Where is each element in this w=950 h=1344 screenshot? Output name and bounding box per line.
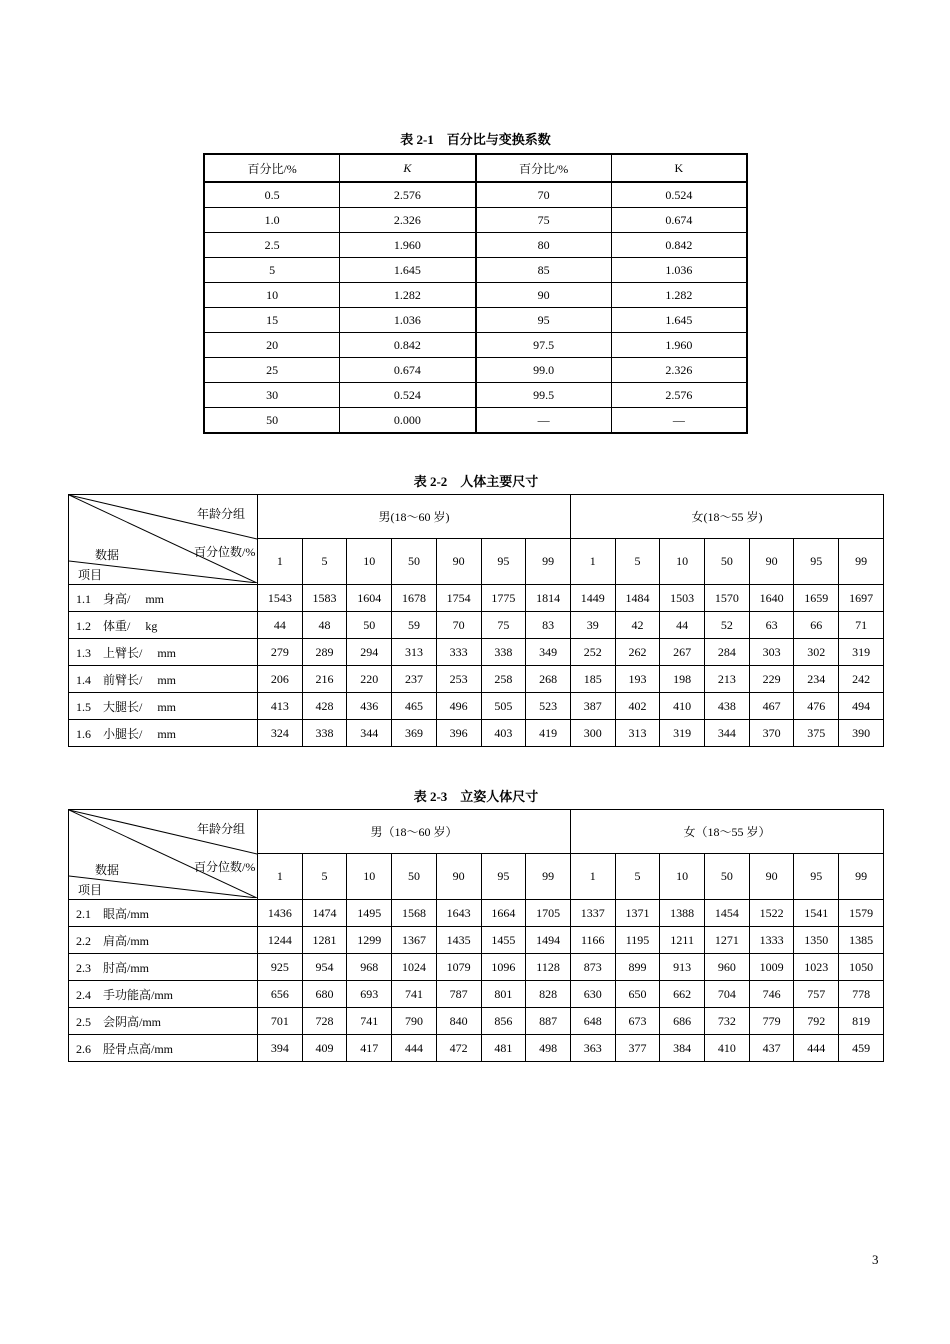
table1-cell: 50 xyxy=(204,408,340,434)
table3-male-value: 1367 xyxy=(392,927,437,954)
table3-female-value: 686 xyxy=(660,1008,705,1035)
body-main-dimensions-table xyxy=(68,494,884,747)
table2-male-value: 403 xyxy=(481,720,526,747)
table2-female-value: 387 xyxy=(570,693,615,720)
table3-female-value: 1271 xyxy=(705,927,750,954)
table3-female-value: 1166 xyxy=(570,927,615,954)
table3-caption: 表 2-3 立姿人体尺寸 xyxy=(413,789,539,804)
table3-percentile-cell: 5 xyxy=(615,854,660,900)
table2-male-value: 344 xyxy=(347,720,392,747)
table3-male-value: 968 xyxy=(347,954,392,981)
table3-female-value: 1337 xyxy=(570,900,615,927)
table3-male-value: 1494 xyxy=(526,927,571,954)
table3-percentile-cell: 95 xyxy=(481,854,526,900)
table2-male-value: 289 xyxy=(302,639,347,666)
table3-female-value: 673 xyxy=(615,1008,660,1035)
table2-male-value: 220 xyxy=(347,666,392,693)
table3-male-value: 1568 xyxy=(392,900,437,927)
table3-female-value: 1385 xyxy=(839,927,884,954)
table3-female-value: 960 xyxy=(705,954,750,981)
table1-cell: 1.645 xyxy=(611,308,747,333)
table2-data-row xyxy=(69,639,884,666)
table3-male-value: 1664 xyxy=(481,900,526,927)
table1-cell: 1.282 xyxy=(611,283,747,308)
table3-female-value: 1023 xyxy=(794,954,839,981)
table2-male-value: 216 xyxy=(302,666,347,693)
table3-corner-header xyxy=(69,810,258,900)
table2-male-value: 44 xyxy=(258,612,303,639)
table3-female-value: 444 xyxy=(794,1035,839,1062)
table1-cell: 10 xyxy=(204,283,340,308)
table3-female-value: 363 xyxy=(570,1035,615,1062)
table1-caption: 表 2-1 百分比与变换系数 xyxy=(400,132,551,147)
table3-male-value: 741 xyxy=(347,1008,392,1035)
table3-female-value: 778 xyxy=(839,981,884,1008)
table3-female-value: 704 xyxy=(705,981,750,1008)
table2-female-value: 66 xyxy=(794,612,839,639)
table1-row xyxy=(204,308,747,333)
table1-cell: — xyxy=(611,408,747,434)
table3-female-value: 1009 xyxy=(749,954,794,981)
table2-male-value: 1754 xyxy=(436,585,481,612)
table1-cell: 1.960 xyxy=(340,233,476,258)
table3-female-value: 377 xyxy=(615,1035,660,1062)
table3-percentile-cell: 1 xyxy=(570,854,615,900)
table2-male-value: 465 xyxy=(392,693,437,720)
table3-group-header-row xyxy=(69,810,884,854)
table2-data-row xyxy=(69,693,884,720)
table3-data-row xyxy=(69,1035,884,1062)
page-number: 3 xyxy=(872,1252,879,1267)
table1-row xyxy=(204,358,747,383)
table3-female-value: 384 xyxy=(660,1035,705,1062)
table1-row xyxy=(204,383,747,408)
table3-female-value: 757 xyxy=(794,981,839,1008)
table2-row-label: 1.2 体重/ kg xyxy=(69,612,258,639)
table3-male-value: 1435 xyxy=(436,927,481,954)
table1-cell: 80 xyxy=(476,233,612,258)
table2-female-value: 44 xyxy=(660,612,705,639)
table3-male-value: 954 xyxy=(302,954,347,981)
table2-male-value: 59 xyxy=(392,612,437,639)
table2-male-value: 1604 xyxy=(347,585,392,612)
table3-percentile-cell: 50 xyxy=(392,854,437,900)
table2-female-value: 1659 xyxy=(794,585,839,612)
table1-cell: 1.282 xyxy=(340,283,476,308)
table2-female-value: 1449 xyxy=(570,585,615,612)
table3-female-value: 1050 xyxy=(839,954,884,981)
table3-male-value: 1299 xyxy=(347,927,392,954)
table3-female-value: 732 xyxy=(705,1008,750,1035)
table1-cell: 25 xyxy=(204,358,340,383)
table2-percentile-cell: 50 xyxy=(392,539,437,585)
table1-header-cell: 百分比/% xyxy=(476,154,612,182)
table2-male-value: 1543 xyxy=(258,585,303,612)
table3-data-row xyxy=(69,954,884,981)
table2-male-value: 369 xyxy=(392,720,437,747)
table3-female-value: 662 xyxy=(660,981,705,1008)
table1-cell: 2.576 xyxy=(611,383,747,408)
table2-female-value: 344 xyxy=(705,720,750,747)
table3-percentile-cell: 99 xyxy=(526,854,571,900)
table3-male-value: 840 xyxy=(436,1008,481,1035)
table1-cell: 2.326 xyxy=(611,358,747,383)
table2-percentile-cell: 90 xyxy=(436,539,481,585)
corner-data-label: 数据 xyxy=(95,863,120,877)
table3-male-value: 1096 xyxy=(481,954,526,981)
table2-female-value: 1570 xyxy=(705,585,750,612)
table1-cell: 99.0 xyxy=(476,358,612,383)
table2-female-value: 42 xyxy=(615,612,660,639)
table3-female-value: 650 xyxy=(615,981,660,1008)
table1-header-cell: K xyxy=(340,154,476,182)
table1-cell: 95 xyxy=(476,308,612,333)
table2-male-value: 279 xyxy=(258,639,303,666)
table3-female-value: 899 xyxy=(615,954,660,981)
table2-percentile-cell: 95 xyxy=(481,539,526,585)
table3-female-value: 1454 xyxy=(705,900,750,927)
table2-male-value: 419 xyxy=(526,720,571,747)
table2-corner-header xyxy=(69,495,258,585)
table2-female-value: 242 xyxy=(839,666,884,693)
table3-female-value: 1350 xyxy=(794,927,839,954)
table2-female-value: 494 xyxy=(839,693,884,720)
table2-female-value: 185 xyxy=(570,666,615,693)
table2-female-value: 370 xyxy=(749,720,794,747)
table2-male-value: 313 xyxy=(392,639,437,666)
table3-data-row xyxy=(69,927,884,954)
table2-row-label: 1.5 大腿长/ mm xyxy=(69,693,258,720)
table2-data-row xyxy=(69,666,884,693)
table1-cell: 75 xyxy=(476,208,612,233)
table1-cell: 1.0 xyxy=(204,208,340,233)
table2-male-header: 男(18～60 岁) xyxy=(258,495,571,539)
table2-male-value: 338 xyxy=(481,639,526,666)
table2-data-row xyxy=(69,585,884,612)
table2-male-value: 1583 xyxy=(302,585,347,612)
table2-percentile-cell: 99 xyxy=(839,539,884,585)
table2-male-value: 50 xyxy=(347,612,392,639)
table1-cell: 99.5 xyxy=(476,383,612,408)
percentile-coefficient-table xyxy=(203,153,748,434)
table3-percentile-cell: 10 xyxy=(660,854,705,900)
table1-cell: 1.645 xyxy=(340,258,476,283)
table3-data-row xyxy=(69,981,884,1008)
table2-female-value: 300 xyxy=(570,720,615,747)
table2-male-value: 505 xyxy=(481,693,526,720)
table1-cell: 1.036 xyxy=(611,258,747,283)
table2-percentile-cell: 1 xyxy=(258,539,303,585)
table1-cell: 0.5 xyxy=(204,182,340,208)
table3-male-value: 1474 xyxy=(302,900,347,927)
table1-row xyxy=(204,182,747,208)
table2-percentile-cell: 90 xyxy=(749,539,794,585)
table1-cell: — xyxy=(476,408,612,434)
table2-male-value: 333 xyxy=(436,639,481,666)
table3-male-value: 472 xyxy=(436,1035,481,1062)
table3-female-value: 1522 xyxy=(749,900,794,927)
table2-female-value: 303 xyxy=(749,639,794,666)
table2-female-value: 319 xyxy=(660,720,705,747)
table3-female-value: 819 xyxy=(839,1008,884,1035)
table3-male-value: 887 xyxy=(526,1008,571,1035)
table2-female-value: 438 xyxy=(705,693,750,720)
table3-female-value: 1211 xyxy=(660,927,705,954)
table1-cell: 2.576 xyxy=(340,182,476,208)
table2-row-label: 1.3 上臂长/ mm xyxy=(69,639,258,666)
table2-percentile-cell: 1 xyxy=(570,539,615,585)
table3-male-value: 1643 xyxy=(436,900,481,927)
table2-female-value: 1503 xyxy=(660,585,705,612)
table3-male-value: 444 xyxy=(392,1035,437,1062)
table3-male-value: 417 xyxy=(347,1035,392,1062)
table2-row-label: 1.4 前臂长/ mm xyxy=(69,666,258,693)
table2-female-value: 1640 xyxy=(749,585,794,612)
corner-percentile-label: 百分位数/% xyxy=(194,860,256,874)
corner-item-label: 项目 xyxy=(78,883,103,897)
table2-percentile-cell: 10 xyxy=(347,539,392,585)
table3-row-label: 2.1 眼高/mm xyxy=(69,900,258,927)
corner-item-label: 项目 xyxy=(78,568,103,582)
table3-female-value: 792 xyxy=(794,1008,839,1035)
table3-female-header: 女（18～55 岁） xyxy=(570,810,883,854)
table3-male-header: 男（18～60 岁） xyxy=(258,810,571,854)
table3-female-value: 1195 xyxy=(615,927,660,954)
table1-row xyxy=(204,258,747,283)
table2-row-label: 1.6 小腿长/ mm xyxy=(69,720,258,747)
table1-cell: 0.524 xyxy=(611,182,747,208)
table1-cell: 0.842 xyxy=(340,333,476,358)
table1-header-row xyxy=(204,154,747,182)
corner-group-label: 年龄分组 xyxy=(197,507,246,521)
table1-cell: 20 xyxy=(204,333,340,358)
table2-male-value: 396 xyxy=(436,720,481,747)
table3-percentile-cell: 5 xyxy=(302,854,347,900)
table3-female-value: 1541 xyxy=(794,900,839,927)
table2-female-value: 302 xyxy=(794,639,839,666)
table3-female-value: 746 xyxy=(749,981,794,1008)
table1-row xyxy=(204,283,747,308)
table2-female-value: 1697 xyxy=(839,585,884,612)
table3-female-value: 630 xyxy=(570,981,615,1008)
table2-male-value: 237 xyxy=(392,666,437,693)
table1-cell: 15 xyxy=(204,308,340,333)
table1-cell: 0.674 xyxy=(340,358,476,383)
table3-male-value: 1079 xyxy=(436,954,481,981)
table2-percentile-cell: 50 xyxy=(705,539,750,585)
table3-male-value: 1024 xyxy=(392,954,437,981)
table1-cell: 90 xyxy=(476,283,612,308)
table3-female-value: 873 xyxy=(570,954,615,981)
table3-row-label: 2.5 会阴高/mm xyxy=(69,1008,258,1035)
table1-cell: 0.000 xyxy=(340,408,476,434)
table3-percentile-cell: 90 xyxy=(436,854,481,900)
table2-group-header-row xyxy=(69,495,884,539)
table3-male-value: 656 xyxy=(258,981,303,1008)
table3-row-label: 2.2 肩高/mm xyxy=(69,927,258,954)
table2-male-value: 268 xyxy=(526,666,571,693)
table1-cell: 30 xyxy=(204,383,340,408)
table2-caption: 表 2-2 人体主要尺寸 xyxy=(413,474,539,489)
table2-female-value: 193 xyxy=(615,666,660,693)
table3-male-value: 801 xyxy=(481,981,526,1008)
table3-percentile-cell: 1 xyxy=(258,854,303,900)
table3-male-value: 1705 xyxy=(526,900,571,927)
table2-data-row xyxy=(69,720,884,747)
table1-cell: 2.326 xyxy=(340,208,476,233)
table3-percentile-cell: 90 xyxy=(749,854,794,900)
table2-female-value: 213 xyxy=(705,666,750,693)
table3-male-value: 680 xyxy=(302,981,347,1008)
standing-body-dimensions-table xyxy=(68,809,884,1062)
table3-data-row xyxy=(69,1008,884,1035)
corner-group-label: 年龄分组 xyxy=(197,822,246,836)
table3-female-value: 1333 xyxy=(749,927,794,954)
table1-row xyxy=(204,208,747,233)
table3-male-value: 925 xyxy=(258,954,303,981)
table2-percentile-cell: 99 xyxy=(526,539,571,585)
table1-cell: 85 xyxy=(476,258,612,283)
table3-percentile-cell: 99 xyxy=(839,854,884,900)
table2-percentile-cell: 10 xyxy=(660,539,705,585)
table1-cell: 1.036 xyxy=(340,308,476,333)
table2-female-value: 375 xyxy=(794,720,839,747)
table1-cell: 70 xyxy=(476,182,612,208)
table1-header-cell: K xyxy=(611,154,747,182)
table1-cell: 97.5 xyxy=(476,333,612,358)
table2-male-value: 70 xyxy=(436,612,481,639)
table2-female-value: 402 xyxy=(615,693,660,720)
table1-header-cell: 百分比/% xyxy=(204,154,340,182)
table1-row xyxy=(204,233,747,258)
table3-female-value: 1388 xyxy=(660,900,705,927)
table3-percentile-cell: 10 xyxy=(347,854,392,900)
table3-male-value: 1455 xyxy=(481,927,526,954)
table3-female-value: 913 xyxy=(660,954,705,981)
table2-percentile-cell: 95 xyxy=(794,539,839,585)
table2-male-value: 1678 xyxy=(392,585,437,612)
table3-male-value: 728 xyxy=(302,1008,347,1035)
table2-female-value: 319 xyxy=(839,639,884,666)
table1-cell: 5 xyxy=(204,258,340,283)
table2-male-value: 1775 xyxy=(481,585,526,612)
table3-female-value: 437 xyxy=(749,1035,794,1062)
table2-female-value: 390 xyxy=(839,720,884,747)
table3-male-value: 1128 xyxy=(526,954,571,981)
table1-cell: 1.960 xyxy=(611,333,747,358)
table3-male-value: 481 xyxy=(481,1035,526,1062)
table2-male-value: 75 xyxy=(481,612,526,639)
table2-female-value: 252 xyxy=(570,639,615,666)
table3-row-label: 2.4 手功能高/mm xyxy=(69,981,258,1008)
table2-male-value: 48 xyxy=(302,612,347,639)
table3-male-value: 498 xyxy=(526,1035,571,1062)
table3-male-value: 1436 xyxy=(258,900,303,927)
table2-percentile-cell: 5 xyxy=(302,539,347,585)
table3-female-value: 459 xyxy=(839,1035,884,1062)
table2-male-value: 258 xyxy=(481,666,526,693)
table3-male-value: 1281 xyxy=(302,927,347,954)
table3-male-value: 1495 xyxy=(347,900,392,927)
table1-cell: 2.5 xyxy=(204,233,340,258)
table3-row-label: 2.6 胫骨点高/mm xyxy=(69,1035,258,1062)
corner-data-label: 数据 xyxy=(95,548,120,562)
table2-female-header: 女(18～55 岁) xyxy=(570,495,883,539)
table2-male-value: 496 xyxy=(436,693,481,720)
table3-data-row xyxy=(69,900,884,927)
table2-male-value: 428 xyxy=(302,693,347,720)
table3-female-value: 1371 xyxy=(615,900,660,927)
table2-female-value: 198 xyxy=(660,666,705,693)
table2-male-value: 83 xyxy=(526,612,571,639)
table2-female-value: 229 xyxy=(749,666,794,693)
table2-row-label: 1.1 身高/ mm xyxy=(69,585,258,612)
table2-female-value: 476 xyxy=(794,693,839,720)
table2-female-value: 410 xyxy=(660,693,705,720)
table2-male-value: 253 xyxy=(436,666,481,693)
table2-female-value: 52 xyxy=(705,612,750,639)
corner-percentile-label: 百分位数/% xyxy=(194,545,256,559)
table2-male-value: 349 xyxy=(526,639,571,666)
table2-male-value: 1814 xyxy=(526,585,571,612)
table1-cell: 0.842 xyxy=(611,233,747,258)
table2-male-value: 436 xyxy=(347,693,392,720)
table1-row xyxy=(204,333,747,358)
table2-female-value: 39 xyxy=(570,612,615,639)
table3-female-value: 779 xyxy=(749,1008,794,1035)
table1-cell: 0.674 xyxy=(611,208,747,233)
table2-female-value: 267 xyxy=(660,639,705,666)
table2-female-value: 284 xyxy=(705,639,750,666)
table2-male-value: 324 xyxy=(258,720,303,747)
table3-female-value: 648 xyxy=(570,1008,615,1035)
table3-male-value: 693 xyxy=(347,981,392,1008)
table3-male-value: 741 xyxy=(392,981,437,1008)
table3-male-value: 828 xyxy=(526,981,571,1008)
table3-male-value: 409 xyxy=(302,1035,347,1062)
table2-male-value: 413 xyxy=(258,693,303,720)
table2-female-value: 262 xyxy=(615,639,660,666)
table2-female-value: 71 xyxy=(839,612,884,639)
table2-percentile-cell: 5 xyxy=(615,539,660,585)
table3-male-value: 394 xyxy=(258,1035,303,1062)
table3-male-value: 1244 xyxy=(258,927,303,954)
table2-female-value: 234 xyxy=(794,666,839,693)
table2-female-value: 63 xyxy=(749,612,794,639)
table3-male-value: 790 xyxy=(392,1008,437,1035)
table3-male-value: 856 xyxy=(481,1008,526,1035)
table2-male-value: 206 xyxy=(258,666,303,693)
table3-female-value: 410 xyxy=(705,1035,750,1062)
table1-row xyxy=(204,408,747,434)
table2-male-value: 523 xyxy=(526,693,571,720)
table2-male-value: 338 xyxy=(302,720,347,747)
table3-female-value: 1579 xyxy=(839,900,884,927)
table2-female-value: 467 xyxy=(749,693,794,720)
table3-male-value: 787 xyxy=(436,981,481,1008)
table1-cell: 0.524 xyxy=(340,383,476,408)
table3-male-value: 701 xyxy=(258,1008,303,1035)
table2-female-value: 1484 xyxy=(615,585,660,612)
table2-male-value: 294 xyxy=(347,639,392,666)
table3-percentile-cell: 50 xyxy=(705,854,750,900)
table3-percentile-cell: 95 xyxy=(794,854,839,900)
table2-female-value: 313 xyxy=(615,720,660,747)
table3-row-label: 2.3 肘高/mm xyxy=(69,954,258,981)
table2-data-row xyxy=(69,612,884,639)
